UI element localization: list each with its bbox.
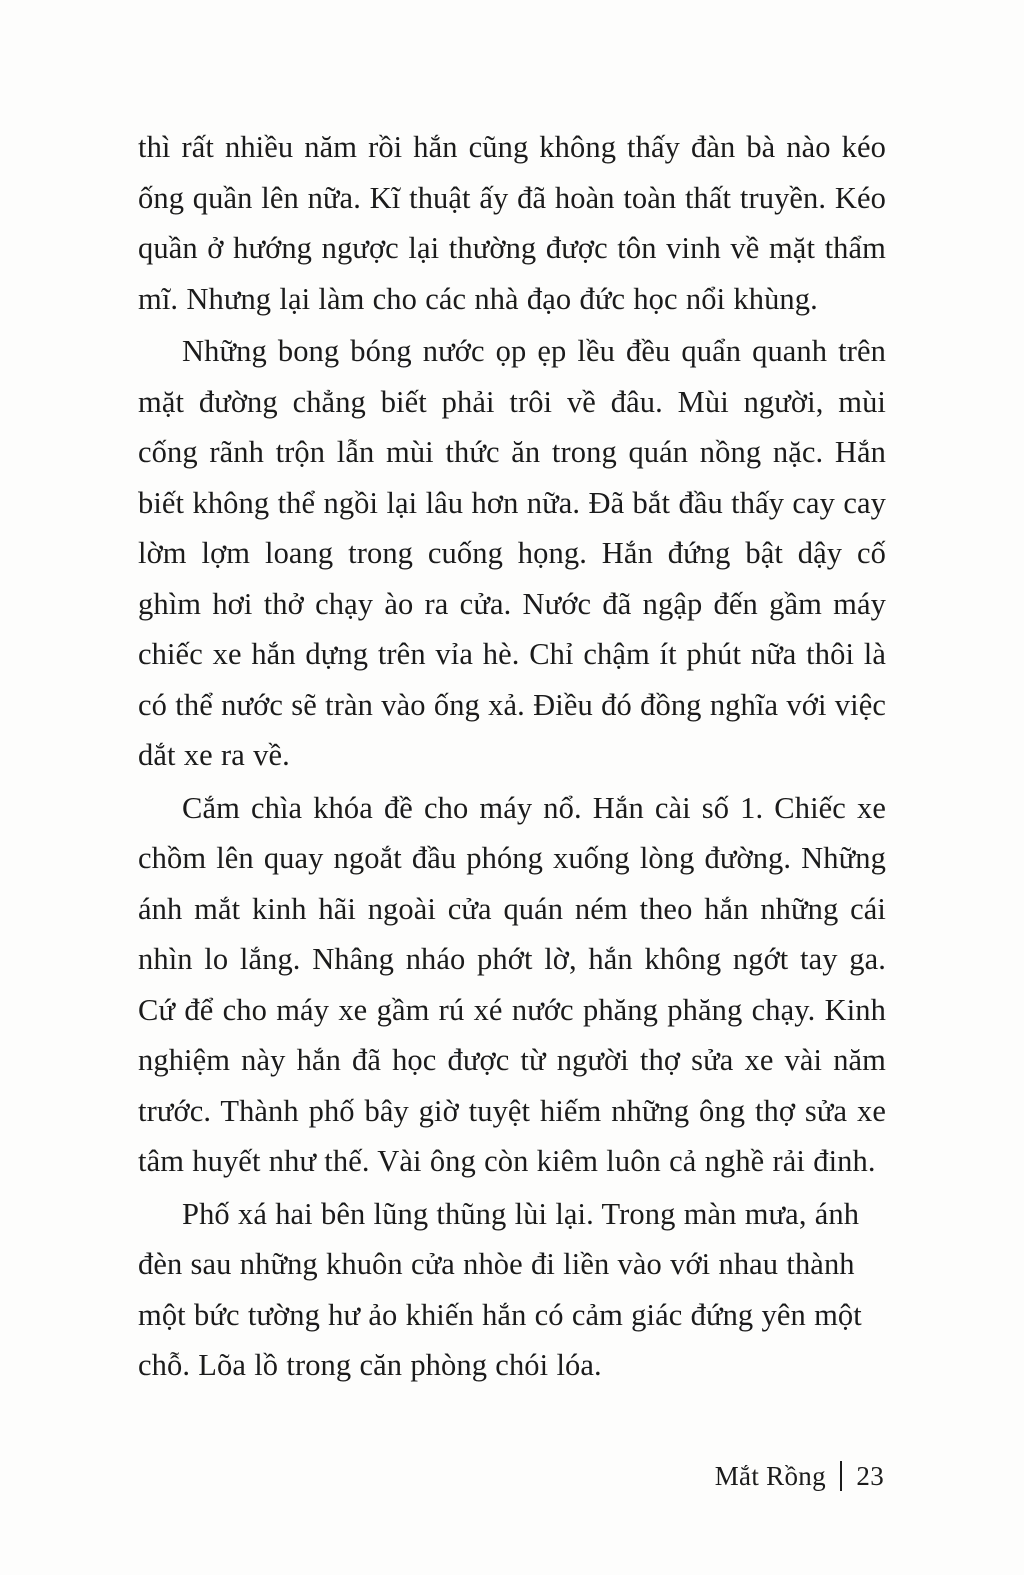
page-footer <box>715 1461 884 1491</box>
footer-page-number: 23 <box>856 1460 884 1491</box>
paragraph: Phố xá hai bên lũng thũng lùi lại. Trong màn mưa, ánh đèn sau những khuôn cửa nhòe đi liền vào với nhau thành một bức tường hư ảo khiến hắn có cảm giác đứng yên một chỗ. Lõa lồ trong căn phòng chói lóa. <box>138 1196 862 1382</box>
paragraph: Cắm chìa khóa đề cho máy nổ. Hắn cài số 1. Chiếc xe chồm lên quay ngoắt đầu phóng xuống lòng đường. Những ánh mắt kinh hãi ngoài cửa quán ném theo hắn những cái nhìn lo lắng. Nhâng nháo phớt lờ, hắn không ngớt tay ga. Cứ để cho máy xe gầm rú xé nước phăng phăng chạy. Kinh nghiệm này hắn đã học được từ người thợ sửa xe vài năm trước. Thành phố bây giờ tuyệt hiếm những ông thợ sửa xe tâm huyết như thế. Vài ông còn kiêm luôn cả nghề rải đinh. <box>138 790 886 1178</box>
paragraph: thì rất nhiều năm rồi hắn cũng không thấy đàn bà nào kéo ống quần lên nữa. Kĩ thuật ấy đã hoàn toàn thất truyền. Kéo quần ở hướng ngược lại thường được tôn vinh về mặt thẩm mĩ. Nhưng lại làm cho các nhà đạo đức học nổi khùng. <box>138 130 886 316</box>
paragraph: Những bong bóng nước ọp ẹp lều đều quẩn quanh trên mặt đường chẳng biết phải trôi về đâu. Mùi người, mùi cống rãnh trộn lẫn mùi thức ăn trong quán nồng nặc. Hắn biết không thể ngồi lại lâu hơn nữa. Đã bắt đầu thấy cay cay lờm lợm loang trong cuống họng. Hắn đứng bật dậy cố ghìm hơi thở chạy ào ra cửa. Nước đã ngập đến gầm máy chiếc xe hắn dựng trên vỉa hè. Chỉ chậm ít phút nữa thôi là có thể nước sẽ tràn vào ống xả. Điều đó đồng nghĩa với việc dắt xe ra về. <box>138 334 886 772</box>
footer-book-title: Mắt Rồng <box>714 1460 826 1491</box>
body-text-column <box>138 122 886 1393</box>
footer-divider <box>840 1461 843 1491</box>
